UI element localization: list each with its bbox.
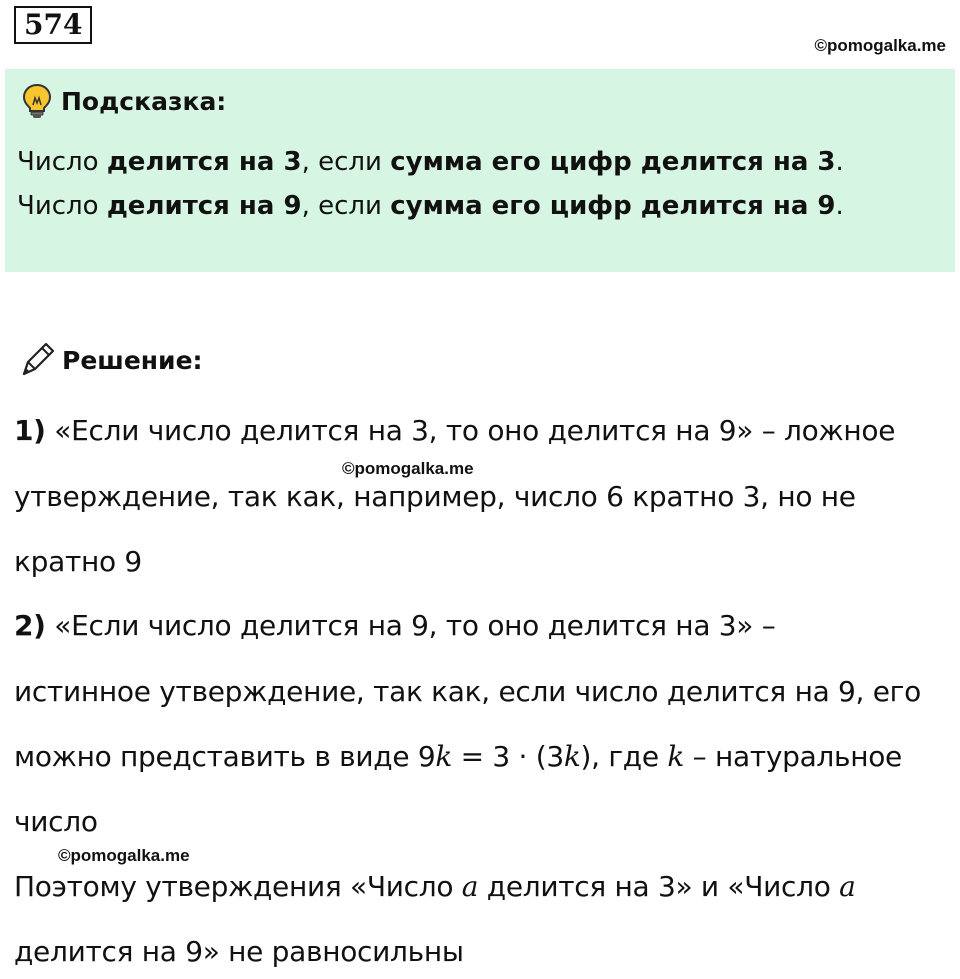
text: ), где [580, 740, 668, 773]
watermark-top: ©pomogalka.me [814, 36, 946, 55]
text: , если [301, 191, 391, 221]
solution-item-1-line-1 [14, 414, 895, 447]
conclusion-line-1 [14, 870, 856, 903]
text: Поэтому утверждения «Число [14, 870, 462, 903]
conclusion-line-2: делится на 9» не равносильны [14, 935, 464, 968]
bold-text: делится на 9 [106, 191, 302, 221]
hint-title [21, 83, 226, 119]
text: Число [17, 191, 107, 221]
hint-rule-3 [17, 147, 844, 177]
solution-item-2-line-4: число [14, 805, 98, 838]
bold-text: сумма его цифр делится на 9 [390, 191, 836, 221]
text: можно представить в виде 9 [14, 740, 436, 773]
solution-title [18, 340, 203, 380]
task-number: 574 [14, 6, 92, 44]
hint-rule-9 [17, 191, 844, 221]
solution-item-2-line-3 [14, 740, 902, 773]
math-variable: k [563, 740, 581, 773]
math-variable: k [435, 740, 453, 773]
math-variable: a [461, 870, 479, 903]
text: . [835, 191, 844, 221]
hint-title-text: Подсказка: [61, 86, 227, 116]
text: , если [301, 147, 391, 177]
text: . [835, 147, 844, 177]
watermark-middle: ©pomogalka.me [342, 459, 474, 478]
solution-item-2-line-1 [14, 609, 775, 642]
item-number: 1) [14, 414, 46, 447]
bold-text: делится на 3 [106, 147, 302, 177]
watermark-bottom: ©pomogalka.me [58, 846, 190, 865]
lightbulb-icon [21, 83, 53, 119]
text: Число [17, 147, 107, 177]
text: делится на 3» и «Число [478, 870, 840, 903]
item-number: 2) [14, 609, 46, 642]
bold-text: сумма его цифр делится на 3 [390, 147, 836, 177]
pencil-icon [18, 340, 56, 380]
solution-title-text: Решение: [62, 345, 203, 375]
math-variable: k [667, 740, 685, 773]
math-variable: a [839, 870, 856, 903]
hint-box [5, 69, 955, 272]
solution-item-1-line-3: кратно 9 [14, 545, 142, 578]
solution-item-1-line-2: утверждение, так как, например, число 6 кратно 3, но не [14, 480, 856, 513]
text: «Если число делится на 3, то оно делится на 9» – ложное [45, 414, 896, 447]
text: = 3 · (3 [452, 740, 564, 773]
text: – натуральное [684, 740, 902, 773]
solution-item-2-line-2: истинное утверждение, так как, если число делится на 9, его [14, 675, 921, 708]
text: «Если число делится на 9, то оно делится на 3» – [45, 609, 776, 642]
